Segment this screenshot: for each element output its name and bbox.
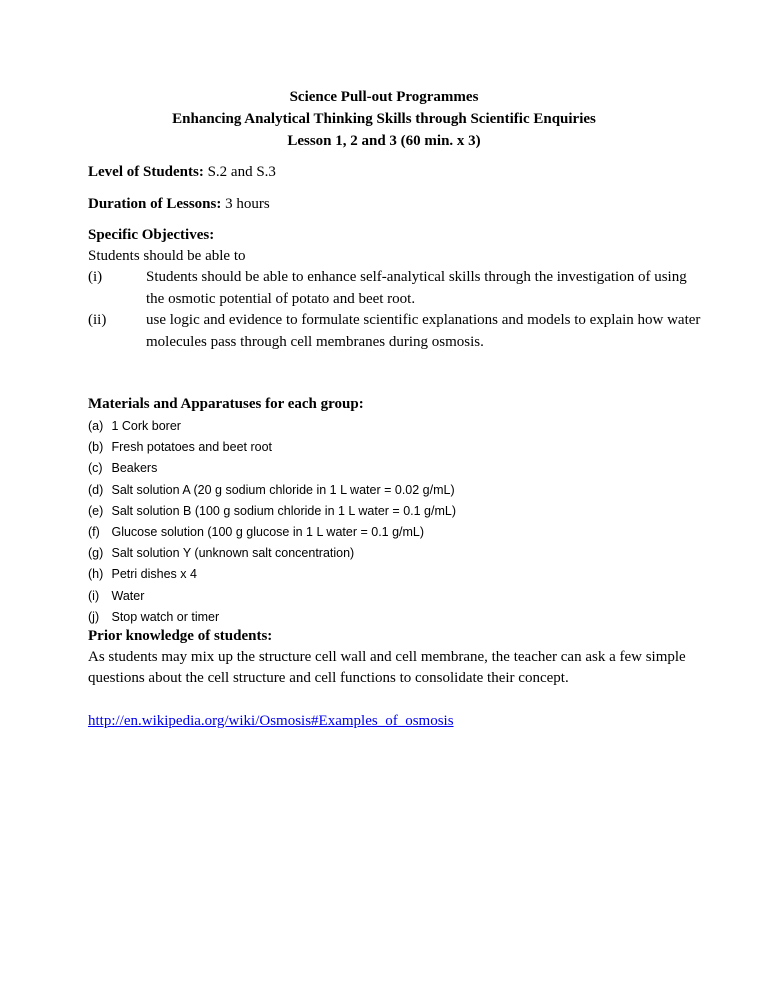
material-item: [88, 458, 456, 479]
prior-knowledge-heading: [88, 626, 272, 647]
material-number: (g): [88, 546, 104, 561]
document-title: Science Pull-out Programmes: [289, 89, 479, 105]
materials-heading: [88, 394, 364, 415]
material-text: Salt solution Y (unknown salt concentration): [111, 546, 355, 561]
material-item: [88, 564, 456, 585]
objectives-heading: [88, 225, 214, 246]
level-value: S.2 and S.3: [207, 164, 276, 180]
objective-text: use logic and evidence to formulate scientific explanations and models to explain how water molecules pass through cell membranes during osmosis.: [146, 312, 701, 350]
material-text: Glucose solution (100 g glucose in 1 L water = 0.1 g/mL): [111, 525, 425, 540]
material-item: [88, 416, 456, 437]
material-item: [88, 543, 456, 564]
material-item: [88, 480, 456, 501]
material-item: [88, 437, 456, 458]
material-item: [88, 586, 456, 607]
duration-value: 3 hours: [225, 196, 270, 212]
material-number: (j): [88, 609, 100, 624]
material-number: (e): [88, 503, 104, 518]
objective-number: (ii): [88, 312, 107, 328]
document-subtitle: Enhancing Analytical Thinking Skills through Scientific Enquiries: [172, 111, 596, 127]
duration-label: Duration of Lessons:: [88, 196, 222, 212]
objective-item: [88, 267, 708, 310]
material-text: Salt solution A (20 g sodium chloride in 1 L water = 0.02 g/mL): [111, 482, 455, 497]
lesson-info: Lesson 1, 2 and 3 (60 min. x 3): [287, 133, 481, 149]
material-number: (c): [88, 461, 103, 476]
material-text: Fresh potatoes and beet root: [111, 440, 273, 455]
material-text: 1 Cork borer: [111, 419, 181, 433]
objectives-heading-text: Specific Objectives:: [88, 227, 215, 243]
materials-list: [88, 416, 456, 628]
material-text: Water: [111, 588, 145, 603]
objective-item: [88, 310, 708, 353]
osmosis-wikipedia-link[interactable]: http://en.wikipedia.org/wiki/Osmosis#Examples_of_osmosis: [88, 713, 454, 729]
osmosis-link-row: [88, 711, 454, 732]
material-text: Petri dishes x 4: [111, 567, 197, 582]
material-item: [88, 501, 456, 522]
duration-of-lessons: [88, 194, 270, 215]
material-text: Stop watch or timer: [111, 609, 220, 624]
material-item: [88, 522, 456, 543]
objective-number: (i): [88, 269, 103, 285]
material-number: (h): [88, 567, 104, 582]
material-number: (i): [88, 588, 100, 603]
material-number: (a): [88, 419, 104, 433]
materials-heading-text: Materials and Apparatuses for each group:: [88, 396, 364, 412]
level-label: Level of Students:: [88, 164, 204, 180]
material-number: (d): [88, 482, 104, 497]
prior-knowledge-text: As students may mix up the structure cell wall and cell membrane, the teacher can ask a few simple questions about the cell structure and cell functions to consolidate their concept.: [88, 649, 686, 687]
material-number: (f): [88, 525, 100, 540]
material-text: Salt solution B (100 g sodium chloride in 1 L water = 0.1 g/mL): [111, 503, 456, 518]
level-of-students: [88, 162, 276, 183]
material-number: (b): [88, 440, 104, 455]
material-item: [88, 607, 456, 628]
objectives-intro: Students should be able to: [88, 248, 246, 264]
objective-text: Students should be able to enhance self-analytical skills through the investigation of using the osmotic potential of potato and beet root.: [146, 269, 687, 307]
material-text: Beakers: [111, 461, 158, 476]
prior-heading-text: Prior knowledge of students:: [88, 628, 273, 644]
